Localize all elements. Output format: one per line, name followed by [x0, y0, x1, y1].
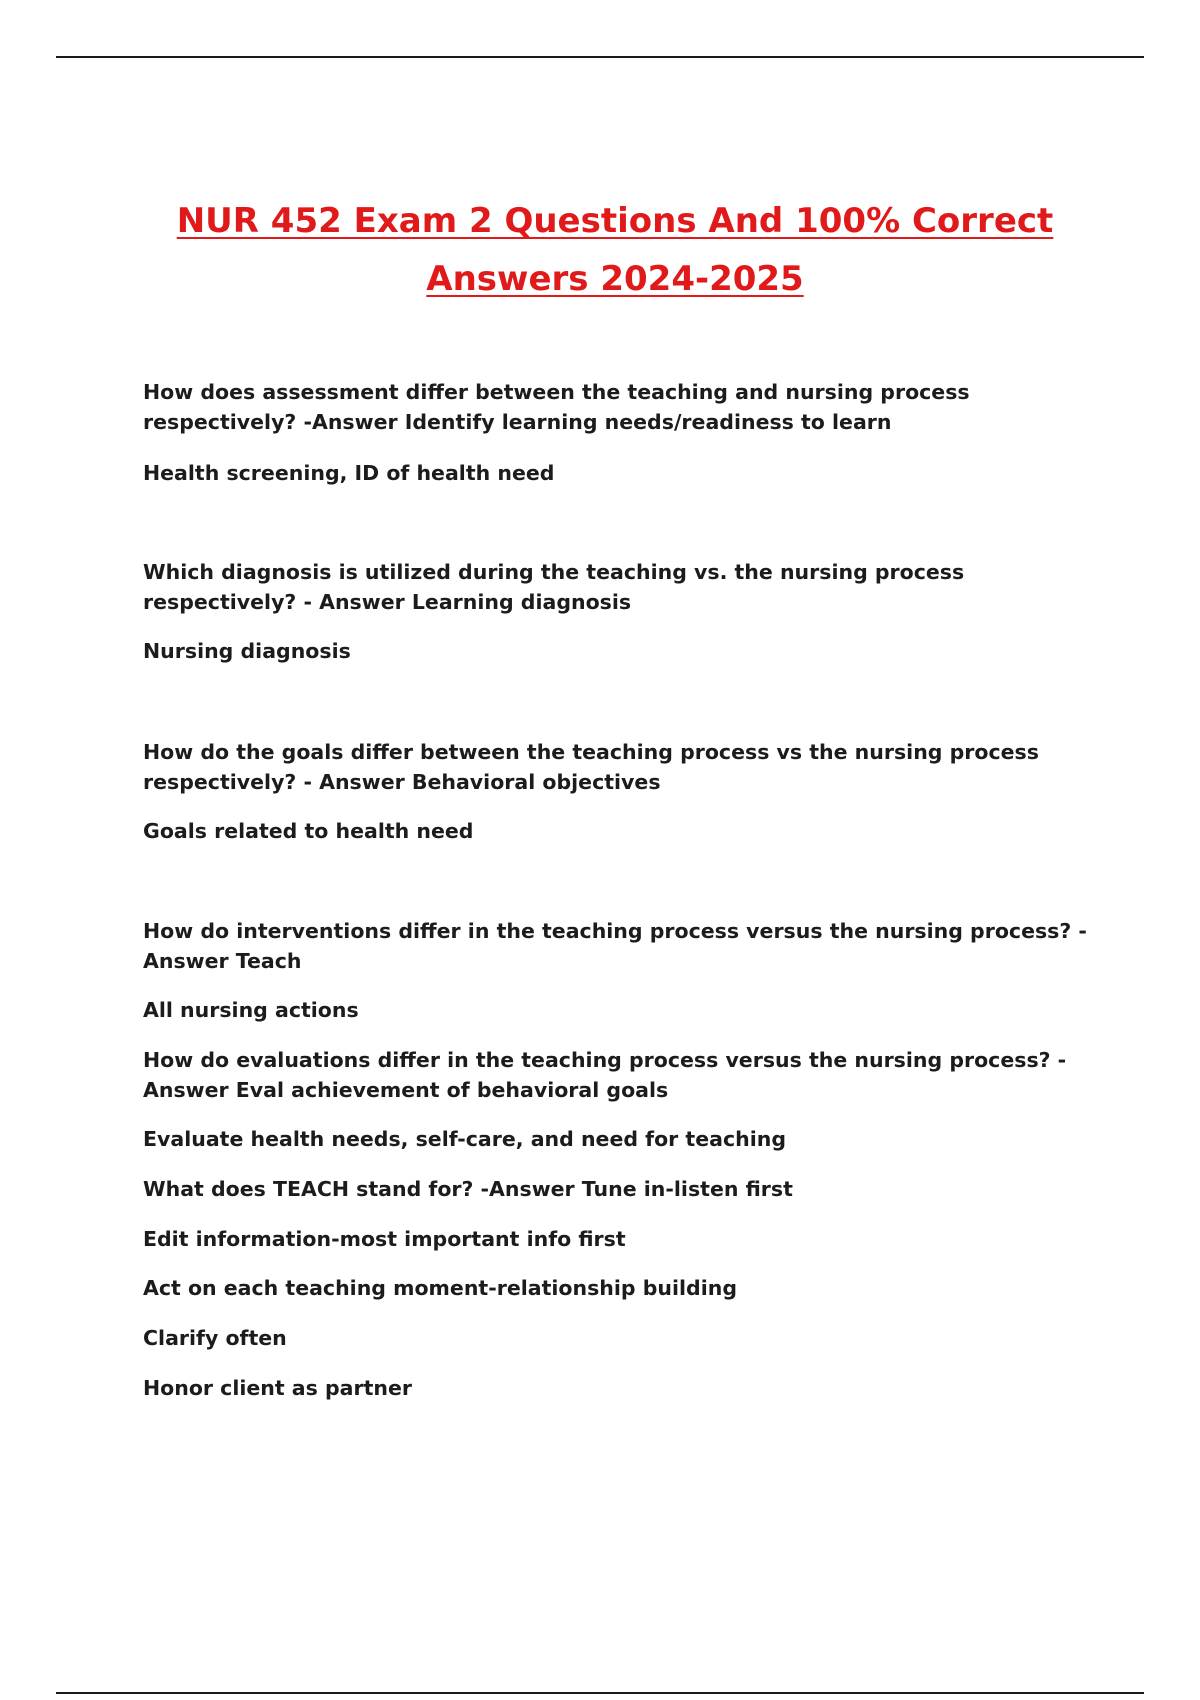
title-line-2: Answers 2024-2025: [426, 259, 804, 299]
qa-answer-assessment-nursing: Health screening, ID of health need: [143, 461, 555, 485]
qa-question-interventions: How do interventions differ in the teaching process versus the nursing process? -Answer Teach: [143, 919, 1087, 973]
teach-item-edit: Edit information-most important info first: [143, 1227, 626, 1251]
qa-question-teach: What does TEACH stand for? -Answer Tune in-listen first: [143, 1177, 793, 1201]
qa-answer-diagnosis-nursing: Nursing diagnosis: [143, 639, 351, 663]
qa-answer-interventions-nursing: All nursing actions: [143, 998, 359, 1022]
teach-item-act: Act on each teaching moment-relationship building: [143, 1276, 738, 1300]
bottom-rule: [56, 1692, 1144, 1694]
qa-answer-goals-nursing: Goals related to health need: [143, 819, 474, 843]
top-rule: [56, 56, 1144, 58]
document-title: [120, 192, 1110, 308]
qa-question-goals: How do the goals differ between the teaching process vs the nursing process respectively? - Answer Behavioral objectives: [143, 740, 1039, 794]
teach-item-honor: Honor client as partner: [143, 1376, 413, 1400]
qa-answer-evaluations-nursing: Evaluate health needs, self-care, and need for teaching: [143, 1127, 786, 1151]
title-line-1: NUR 452 Exam 2 Questions And 100% Correct: [176, 201, 1054, 241]
qa-question-assessment: How does assessment differ between the teaching and nursing process respectively? -Answer Identify learning needs/readiness to learn: [143, 380, 970, 434]
qa-question-diagnosis: Which diagnosis is utilized during the teaching vs. the nursing process respectively? - Answer Learning diagnosis: [143, 560, 965, 614]
qa-question-evaluations: How do evaluations differ in the teaching process versus the nursing process? -Answer Eval achievement of behavioral goals: [143, 1048, 1067, 1102]
teach-item-clarify: Clarify often: [143, 1326, 287, 1350]
